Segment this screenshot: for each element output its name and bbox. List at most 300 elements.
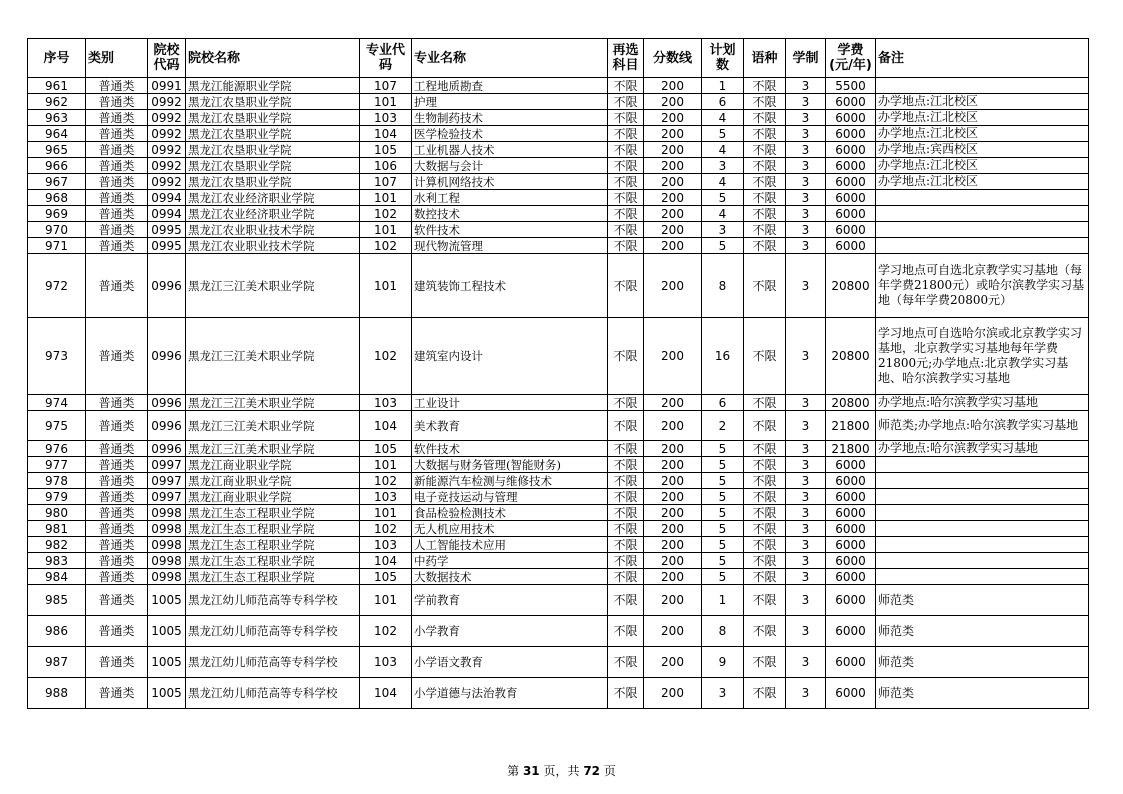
cell-reselect: 不限	[608, 505, 644, 521]
cell-category: 普通类	[86, 489, 148, 505]
cell-score: 200	[644, 411, 702, 441]
table-row	[28, 441, 1089, 457]
header-school-name: 院校名称	[186, 39, 360, 78]
cell-remark: 办学地点:江北校区	[876, 126, 1089, 142]
cell-reselect: 不限	[608, 411, 644, 441]
cell-remark	[876, 489, 1089, 505]
cell-plan: 5	[702, 521, 744, 537]
cell-remark: 学习地点可自选哈尔滨或北京教学实习基地，北京教学实习基地每年学费21800元;办学地点:北京教学实习基地、哈尔滨教学实习基地	[876, 318, 1089, 395]
cell-language: 不限	[744, 78, 786, 94]
cell-category: 普通类	[86, 110, 148, 126]
cell-reselect: 不限	[608, 441, 644, 457]
cell-seq: 987	[28, 647, 86, 678]
cell-remark	[876, 521, 1089, 537]
cell-seq: 977	[28, 457, 86, 473]
cell-plan: 5	[702, 473, 744, 489]
cell-fee: 6000	[826, 489, 876, 505]
cell-fee: 6000	[826, 473, 876, 489]
table-row	[28, 158, 1089, 174]
cell-category: 普通类	[86, 174, 148, 190]
cell-fee: 6000	[826, 174, 876, 190]
cell-category: 普通类	[86, 206, 148, 222]
cell-fee: 21800	[826, 411, 876, 441]
cell-category: 普通类	[86, 142, 148, 158]
cell-plan: 8	[702, 616, 744, 647]
table-row	[28, 537, 1089, 553]
cell-duration: 3	[786, 441, 826, 457]
cell-remark: 师范类;办学地点:哈尔滨教学实习基地	[876, 411, 1089, 441]
cell-major-code: 103	[360, 489, 412, 505]
table-row	[28, 318, 1089, 395]
cell-school-code: 0996	[148, 411, 186, 441]
cell-category: 普通类	[86, 521, 148, 537]
table-row	[28, 647, 1089, 678]
cell-plan: 5	[702, 569, 744, 585]
cell-school-code: 0996	[148, 441, 186, 457]
cell-school-code: 0996	[148, 395, 186, 411]
cell-fee: 6000	[826, 647, 876, 678]
admission-table	[27, 38, 1089, 709]
cell-fee: 6000	[826, 110, 876, 126]
cell-duration: 3	[786, 238, 826, 254]
cell-plan: 5	[702, 441, 744, 457]
cell-major-name: 建筑室内设计	[412, 318, 608, 395]
table-row	[28, 411, 1089, 441]
cell-remark	[876, 457, 1089, 473]
table-row	[28, 569, 1089, 585]
cell-major-name: 小学教育	[412, 616, 608, 647]
cell-school-name: 黑龙江农业职业技术学院	[186, 238, 360, 254]
cell-language: 不限	[744, 254, 786, 318]
cell-remark	[876, 206, 1089, 222]
cell-reselect: 不限	[608, 190, 644, 206]
cell-reselect: 不限	[608, 521, 644, 537]
table-row	[28, 126, 1089, 142]
cell-fee: 6000	[826, 222, 876, 238]
cell-school-name: 黑龙江三江美术职业学院	[186, 411, 360, 441]
cell-major-name: 食品检验检测技术	[412, 505, 608, 521]
cell-category: 普通类	[86, 411, 148, 441]
cell-major-name: 小学语文教育	[412, 647, 608, 678]
cell-major-code: 104	[360, 411, 412, 441]
cell-plan: 6	[702, 94, 744, 110]
cell-plan: 5	[702, 489, 744, 505]
cell-major-name: 软件技术	[412, 441, 608, 457]
cell-major-name: 电子竞技运动与管理	[412, 489, 608, 505]
cell-fee: 6000	[826, 457, 876, 473]
cell-duration: 3	[786, 647, 826, 678]
cell-seq: 976	[28, 441, 86, 457]
cell-major-code: 102	[360, 521, 412, 537]
cell-plan: 2	[702, 411, 744, 441]
cell-school-name: 黑龙江农垦职业学院	[186, 142, 360, 158]
cell-reselect: 不限	[608, 616, 644, 647]
cell-major-name: 软件技术	[412, 222, 608, 238]
cell-remark: 办学地点:江北校区	[876, 94, 1089, 110]
cell-remark	[876, 473, 1089, 489]
table-row	[28, 678, 1089, 709]
cell-reselect: 不限	[608, 647, 644, 678]
cell-school-name: 黑龙江幼儿师范高等专科学校	[186, 647, 360, 678]
table-row	[28, 78, 1089, 94]
cell-fee: 6000	[826, 238, 876, 254]
header-duration: 学制	[786, 39, 826, 78]
cell-fee: 6000	[826, 505, 876, 521]
cell-category: 普通类	[86, 647, 148, 678]
cell-duration: 3	[786, 174, 826, 190]
cell-major-name: 大数据技术	[412, 569, 608, 585]
cell-duration: 3	[786, 616, 826, 647]
cell-category: 普通类	[86, 616, 148, 647]
cell-school-code: 0992	[148, 110, 186, 126]
cell-major-name: 美术教育	[412, 411, 608, 441]
cell-language: 不限	[744, 678, 786, 709]
cell-seq: 973	[28, 318, 86, 395]
cell-fee: 6000	[826, 537, 876, 553]
cell-duration: 3	[786, 678, 826, 709]
cell-duration: 3	[786, 521, 826, 537]
cell-score: 200	[644, 158, 702, 174]
cell-score: 200	[644, 110, 702, 126]
footer-page-number: 31	[522, 764, 540, 778]
cell-seq: 962	[28, 94, 86, 110]
cell-remark: 师范类	[876, 616, 1089, 647]
cell-major-name: 护理	[412, 94, 608, 110]
header-score: 分数线	[644, 39, 702, 78]
cell-school-code: 1005	[148, 616, 186, 647]
cell-category: 普通类	[86, 94, 148, 110]
cell-school-name: 黑龙江农垦职业学院	[186, 126, 360, 142]
cell-reselect: 不限	[608, 553, 644, 569]
header-plan: 计划数	[702, 39, 744, 78]
cell-duration: 3	[786, 537, 826, 553]
cell-school-name: 黑龙江幼儿师范高等专科学校	[186, 678, 360, 709]
cell-seq: 981	[28, 521, 86, 537]
cell-major-name: 工业设计	[412, 395, 608, 411]
table-row	[28, 238, 1089, 254]
cell-remark: 办学地点:江北校区	[876, 158, 1089, 174]
cell-language: 不限	[744, 505, 786, 521]
cell-major-code: 102	[360, 473, 412, 489]
cell-language: 不限	[744, 222, 786, 238]
cell-score: 200	[644, 206, 702, 222]
cell-remark: 办学地点:哈尔滨教学实习基地	[876, 395, 1089, 411]
header-major-code: 专业代码	[360, 39, 412, 78]
header-language: 语种	[744, 39, 786, 78]
cell-remark	[876, 553, 1089, 569]
cell-fee: 21800	[826, 441, 876, 457]
cell-plan: 1	[702, 585, 744, 616]
cell-school-name: 黑龙江农业职业技术学院	[186, 222, 360, 238]
cell-plan: 4	[702, 142, 744, 158]
cell-reselect: 不限	[608, 489, 644, 505]
cell-category: 普通类	[86, 254, 148, 318]
cell-fee: 6000	[826, 206, 876, 222]
footer-middle: 页，共	[543, 764, 580, 778]
cell-duration: 3	[786, 158, 826, 174]
cell-school-name: 黑龙江三江美术职业学院	[186, 254, 360, 318]
cell-reselect: 不限	[608, 537, 644, 553]
cell-remark	[876, 569, 1089, 585]
cell-major-code: 105	[360, 441, 412, 457]
cell-score: 200	[644, 537, 702, 553]
cell-category: 普通类	[86, 585, 148, 616]
cell-school-name: 黑龙江三江美术职业学院	[186, 395, 360, 411]
cell-duration: 3	[786, 569, 826, 585]
table-row	[28, 110, 1089, 126]
cell-score: 200	[644, 678, 702, 709]
cell-remark: 办学地点:宾西校区	[876, 142, 1089, 158]
cell-school-code: 0995	[148, 238, 186, 254]
cell-category: 普通类	[86, 441, 148, 457]
cell-major-code: 101	[360, 254, 412, 318]
cell-language: 不限	[744, 158, 786, 174]
cell-seq: 984	[28, 569, 86, 585]
cell-seq: 963	[28, 110, 86, 126]
cell-school-code: 0998	[148, 569, 186, 585]
cell-major-code: 107	[360, 174, 412, 190]
cell-duration: 3	[786, 126, 826, 142]
cell-school-code: 1005	[148, 585, 186, 616]
cell-remark	[876, 78, 1089, 94]
cell-category: 普通类	[86, 126, 148, 142]
table-row	[28, 395, 1089, 411]
cell-seq: 965	[28, 142, 86, 158]
cell-reselect: 不限	[608, 254, 644, 318]
cell-category: 普通类	[86, 569, 148, 585]
cell-reselect: 不限	[608, 395, 644, 411]
cell-school-code: 0992	[148, 142, 186, 158]
cell-major-name: 工业机器人技术	[412, 142, 608, 158]
cell-score: 200	[644, 254, 702, 318]
cell-major-code: 103	[360, 537, 412, 553]
cell-plan: 5	[702, 190, 744, 206]
cell-fee: 20800	[826, 395, 876, 411]
cell-reselect: 不限	[608, 206, 644, 222]
cell-school-code: 0998	[148, 505, 186, 521]
header-seq: 序号	[28, 39, 86, 78]
table-row	[28, 489, 1089, 505]
cell-major-name: 数控技术	[412, 206, 608, 222]
cell-duration: 3	[786, 110, 826, 126]
cell-major-code: 102	[360, 206, 412, 222]
cell-reselect: 不限	[608, 238, 644, 254]
cell-major-code: 103	[360, 395, 412, 411]
cell-duration: 3	[786, 318, 826, 395]
cell-seq: 961	[28, 78, 86, 94]
cell-reselect: 不限	[608, 222, 644, 238]
table-row	[28, 553, 1089, 569]
cell-plan: 16	[702, 318, 744, 395]
cell-reselect: 不限	[608, 585, 644, 616]
cell-fee: 20800	[826, 254, 876, 318]
admission-plan-sheet	[27, 38, 1088, 709]
cell-school-code: 0998	[148, 553, 186, 569]
cell-language: 不限	[744, 411, 786, 441]
cell-school-name: 黑龙江农业经济职业学院	[186, 206, 360, 222]
cell-school-name: 黑龙江生态工程职业学院	[186, 537, 360, 553]
cell-duration: 3	[786, 78, 826, 94]
cell-language: 不限	[744, 395, 786, 411]
cell-plan: 1	[702, 78, 744, 94]
cell-fee: 6000	[826, 521, 876, 537]
table-row	[28, 142, 1089, 158]
cell-school-code: 0991	[148, 78, 186, 94]
cell-school-code: 0992	[148, 158, 186, 174]
cell-language: 不限	[744, 616, 786, 647]
table-row	[28, 174, 1089, 190]
cell-major-name: 人工智能技术应用	[412, 537, 608, 553]
cell-language: 不限	[744, 142, 786, 158]
cell-fee: 6000	[826, 94, 876, 110]
cell-category: 普通类	[86, 222, 148, 238]
table-body	[28, 78, 1089, 709]
cell-score: 200	[644, 318, 702, 395]
cell-fee: 6000	[826, 158, 876, 174]
cell-seq: 975	[28, 411, 86, 441]
cell-school-code: 0996	[148, 318, 186, 395]
cell-seq: 988	[28, 678, 86, 709]
cell-major-name: 水利工程	[412, 190, 608, 206]
cell-school-name: 黑龙江商业职业学院	[186, 489, 360, 505]
cell-seq: 982	[28, 537, 86, 553]
table-row	[28, 206, 1089, 222]
cell-major-name: 计算机网络技术	[412, 174, 608, 190]
cell-category: 普通类	[86, 78, 148, 94]
cell-language: 不限	[744, 441, 786, 457]
cell-plan: 6	[702, 395, 744, 411]
cell-fee: 5500	[826, 78, 876, 94]
cell-school-code: 0992	[148, 174, 186, 190]
table-row	[28, 585, 1089, 616]
cell-score: 200	[644, 473, 702, 489]
table-row	[28, 190, 1089, 206]
cell-seq: 974	[28, 395, 86, 411]
cell-duration: 3	[786, 206, 826, 222]
cell-major-name: 建筑装饰工程技术	[412, 254, 608, 318]
cell-school-name: 黑龙江农垦职业学院	[186, 174, 360, 190]
cell-plan: 5	[702, 126, 744, 142]
cell-school-code: 1005	[148, 647, 186, 678]
cell-major-code: 103	[360, 647, 412, 678]
cell-seq: 983	[28, 553, 86, 569]
cell-school-name: 黑龙江幼儿师范高等专科学校	[186, 616, 360, 647]
cell-plan: 4	[702, 174, 744, 190]
cell-major-name: 现代物流管理	[412, 238, 608, 254]
cell-category: 普通类	[86, 158, 148, 174]
cell-language: 不限	[744, 647, 786, 678]
cell-fee: 6000	[826, 142, 876, 158]
cell-plan: 4	[702, 206, 744, 222]
cell-reselect: 不限	[608, 142, 644, 158]
cell-plan: 5	[702, 238, 744, 254]
cell-school-name: 黑龙江生态工程职业学院	[186, 553, 360, 569]
cell-school-name: 黑龙江幼儿师范高等专科学校	[186, 585, 360, 616]
cell-language: 不限	[744, 457, 786, 473]
cell-major-name: 医学检验技术	[412, 126, 608, 142]
cell-school-code: 0998	[148, 537, 186, 553]
cell-seq: 967	[28, 174, 86, 190]
cell-plan: 3	[702, 678, 744, 709]
cell-language: 不限	[744, 553, 786, 569]
footer-total-pages: 72	[583, 764, 601, 778]
cell-seq: 969	[28, 206, 86, 222]
cell-school-name: 黑龙江三江美术职业学院	[186, 441, 360, 457]
footer-suffix: 页	[603, 764, 616, 778]
header-fee: 学费(元/年)	[826, 39, 876, 78]
header-school-code: 院校代码	[148, 39, 186, 78]
cell-remark	[876, 190, 1089, 206]
cell-duration: 3	[786, 190, 826, 206]
cell-category: 普通类	[86, 505, 148, 521]
cell-fee: 6000	[826, 553, 876, 569]
cell-school-name: 黑龙江商业职业学院	[186, 473, 360, 489]
cell-major-name: 小学道德与法治教育	[412, 678, 608, 709]
cell-fee: 6000	[826, 585, 876, 616]
cell-duration: 3	[786, 254, 826, 318]
cell-category: 普通类	[86, 190, 148, 206]
cell-school-name: 黑龙江生态工程职业学院	[186, 569, 360, 585]
cell-school-code: 0997	[148, 473, 186, 489]
cell-language: 不限	[744, 318, 786, 395]
cell-reselect: 不限	[608, 457, 644, 473]
cell-seq: 970	[28, 222, 86, 238]
cell-score: 200	[644, 647, 702, 678]
cell-category: 普通类	[86, 238, 148, 254]
cell-seq: 968	[28, 190, 86, 206]
cell-language: 不限	[744, 489, 786, 505]
cell-seq: 985	[28, 585, 86, 616]
cell-score: 200	[644, 238, 702, 254]
cell-category: 普通类	[86, 678, 148, 709]
cell-school-name: 黑龙江商业职业学院	[186, 457, 360, 473]
cell-school-name: 黑龙江农垦职业学院	[186, 94, 360, 110]
header-category: 类别	[86, 39, 148, 78]
cell-major-code: 104	[360, 126, 412, 142]
cell-fee: 6000	[826, 190, 876, 206]
cell-school-code: 0992	[148, 94, 186, 110]
cell-major-name: 学前教育	[412, 585, 608, 616]
cell-plan: 3	[702, 158, 744, 174]
cell-language: 不限	[744, 110, 786, 126]
cell-language: 不限	[744, 174, 786, 190]
cell-major-code: 101	[360, 94, 412, 110]
cell-category: 普通类	[86, 553, 148, 569]
cell-major-code: 104	[360, 678, 412, 709]
cell-seq: 966	[28, 158, 86, 174]
cell-remark	[876, 505, 1089, 521]
cell-score: 200	[644, 616, 702, 647]
cell-major-code: 102	[360, 616, 412, 647]
cell-seq: 986	[28, 616, 86, 647]
cell-plan: 5	[702, 537, 744, 553]
cell-school-code: 0994	[148, 206, 186, 222]
cell-reselect: 不限	[608, 174, 644, 190]
cell-remark	[876, 537, 1089, 553]
cell-remark: 办学地点:江北校区	[876, 110, 1089, 126]
cell-major-name: 大数据与会计	[412, 158, 608, 174]
cell-major-name: 生物制药技术	[412, 110, 608, 126]
cell-remark	[876, 222, 1089, 238]
cell-major-code: 102	[360, 318, 412, 395]
cell-major-code: 107	[360, 78, 412, 94]
cell-school-name: 黑龙江能源职业学院	[186, 78, 360, 94]
cell-duration: 3	[786, 142, 826, 158]
cell-score: 200	[644, 553, 702, 569]
cell-score: 200	[644, 222, 702, 238]
cell-plan: 8	[702, 254, 744, 318]
cell-fee: 6000	[826, 616, 876, 647]
